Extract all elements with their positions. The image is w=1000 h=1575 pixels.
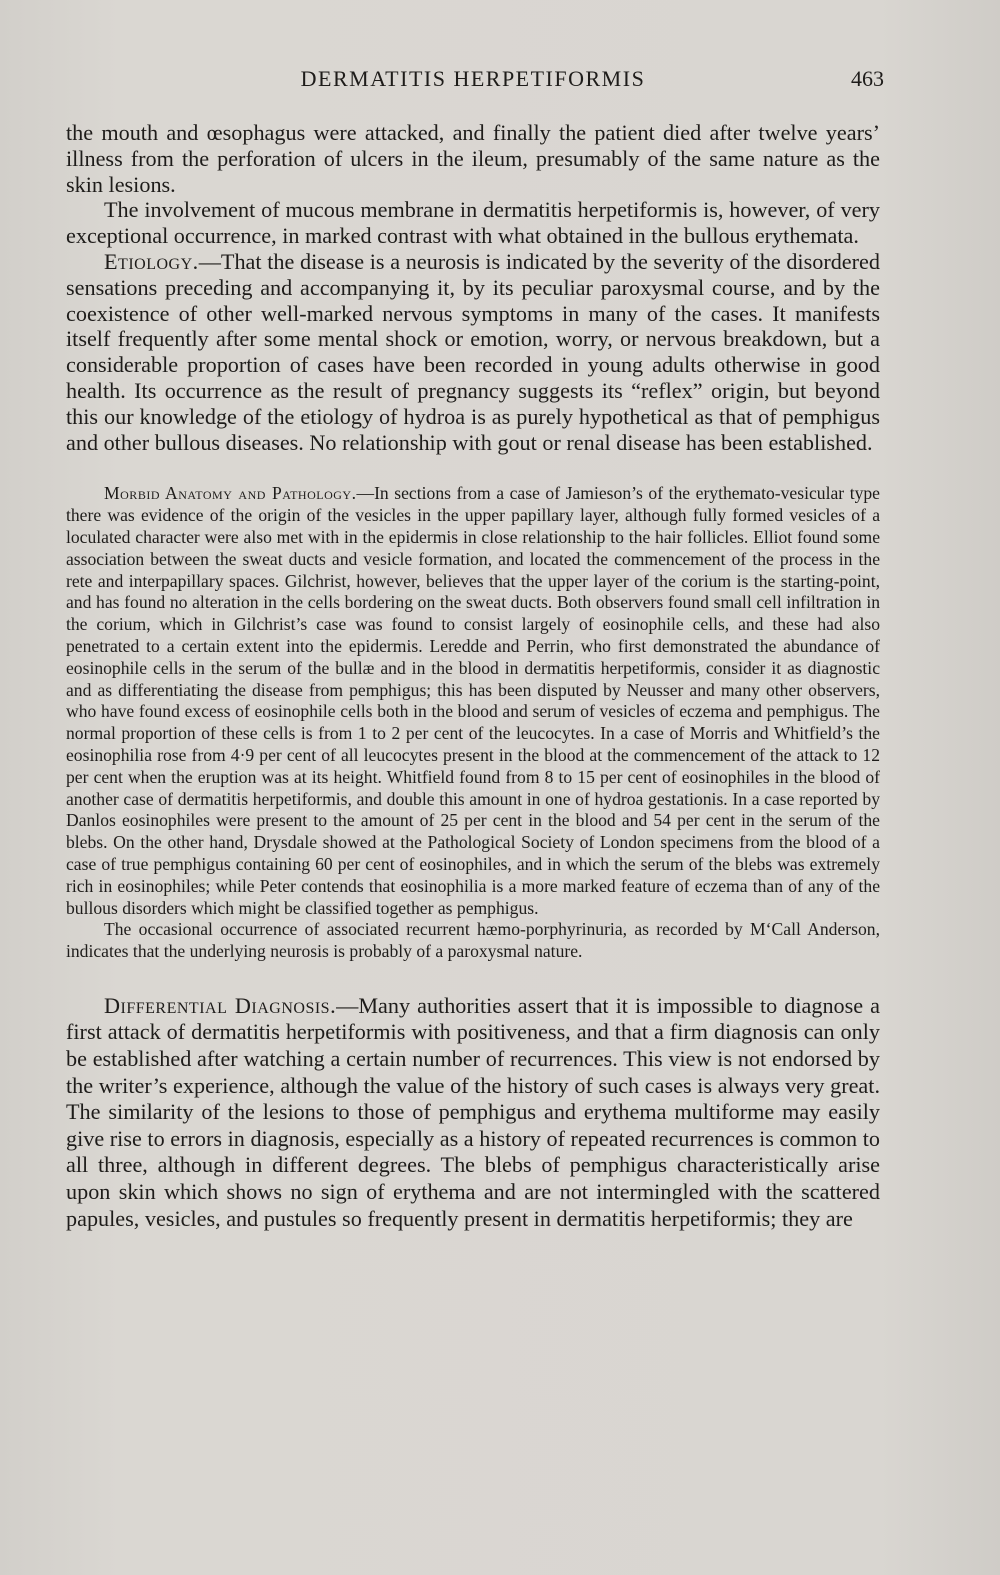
paragraph-mucous-membrane: The involvement of mucous membrane in dermatitis herpetiformis is, however, of very exceptional occurrence, in marked contrast with what obtained in the bullous erythemata. xyxy=(66,197,880,249)
body-text-upper xyxy=(66,120,880,455)
differential-diagnosis-text: —Many authorities assert that it is impossible to diagnose a first attack of dermatitis herpetiformis with positiveness, and that a firm diagnosis can only be established after watching a certain number of recurrences. This view is not endorsed by the writer’s experience, although the value of the history of such cases is always very great. The similarity of the lesions to those of pemphigus and erythema multiforme may easily give rise to errors in diagnosis, especially as a history of repeated recurrences is common to all three, although in different degrees. The blebs of pemphigus characteristically arise upon skin which shows no sign of erythema and are not intermingled with the scattered papules, vesicles, and pustules so frequently present in dermatitis herpetiformis; they are xyxy=(66,992,880,1231)
running-head xyxy=(66,60,884,100)
body-text-small xyxy=(66,483,880,963)
paragraph-etiology xyxy=(66,249,880,455)
etiology-heading: Etiology. xyxy=(104,248,199,274)
paragraph-differential-diagnosis xyxy=(66,993,880,1232)
body-text-lower xyxy=(66,993,880,1232)
paragraph-hemo-porphyrinuria: The occasional occurrence of associated recurrent hæmo-porphyrinuria, as recorded by M‘Call Anderson, indicates that the underlying neurosis is probably of a paroxysmal nature. xyxy=(66,919,880,962)
morbid-anatomy-heading: Morbid Anatomy and Pathology. xyxy=(104,483,357,504)
morbid-anatomy-text: —In sections from a case of Jamieson’s of the erythemato-vesicular type there was evidence of the origin of the vesicles in the upper papillary layer, although fully formed vesicles of a loculated character were also met with in the epidermis in close relationship to the hair follicles. Elliot found some association between the sweat ducts and vesicle formation, and located the commencement of the process in the rete and interpapillary spaces. Gilchrist, however, believes that the upper layer of the corium is the starting-point, and has found no alteration in the cells bordering on the sweat ducts. Both observers found small cell infiltration in the corium, which in Gilchrist’s case was found to consist largely of eosinophile cells, and these had also penetrated to a certain extent into the epidermis. Leredde and Perrin, who first demonstrated the abundance of eosinophile cells in the serum of the bullæ and in the blood in dermatitis herpetiformis, consider it as diagnostic and as differentiating the disease from pemphigus; this has been disputed by Neusser and many other observers, who have found excess of eosinophile cells both in the blood and serum of vesicles of eczema and pemphigus. The normal proportion of these cells is from 1 to 2 per cent of the leucocytes. In a case of Morris and Whitfield’s the eosinophilia rose from 4·9 per cent of all leucocytes present in the blood at the commencement of the attack to 12 per cent when the eruption was at its height. Whitfield found from 8 to 15 per cent of eosinophiles in the blood of another case of dermatitis herpetiformis, and double this amount in one of hydroa gestationis. In a case reported by Danlos eosinophiles were present to the amount of 25 per cent in the blood and 54 per cent in the serum of the blebs. On the other hand, Drysdale showed at the Pathological Society of London specimens from the blood of a case of true pemphigus containing 60 per cent of eosinophiles, and in which the serum of the blebs was extremely rich in eosinophiles; while Peter contends that eosinophilia is a more marked feature of eczema than of any of the bullous disorders which might be classified together as pemphigus. xyxy=(66,483,880,918)
etiology-text: —That the disease is a neurosis is indicated by the severity of the disordered sensations preceding and accompanying it, by its peculiar paroxysmal course, and by the coexistence of other well-marked nervous symptoms in many of the cases. It manifests itself frequently after some mental shock or emotion, worry, or nervous breakdown, but a considerable proportion of cases have been recorded in young adults otherwise in good health. Its occurrence as the result of pregnancy suggests its “reflex” origin, but beyond this our knowledge of the etiology of hydroa is as purely hypothetical as that of pemphigus and other bullous diseases. No relationship with gout or renal disease has been established. xyxy=(66,248,880,455)
paragraph-morbid-anatomy xyxy=(66,483,880,919)
running-title: DERMATITIS HERPETIFORMIS xyxy=(300,66,646,91)
differential-diagnosis-heading: Differential Diagnosis. xyxy=(104,992,337,1018)
page-number: 463 xyxy=(851,66,884,91)
paragraph-continuation: the mouth and œsophagus were attacked, and finally the patient died after twelve years’ illness from the perforation of ulcers in the ileum, presumably of the same nature as the skin lesions. xyxy=(66,120,880,197)
